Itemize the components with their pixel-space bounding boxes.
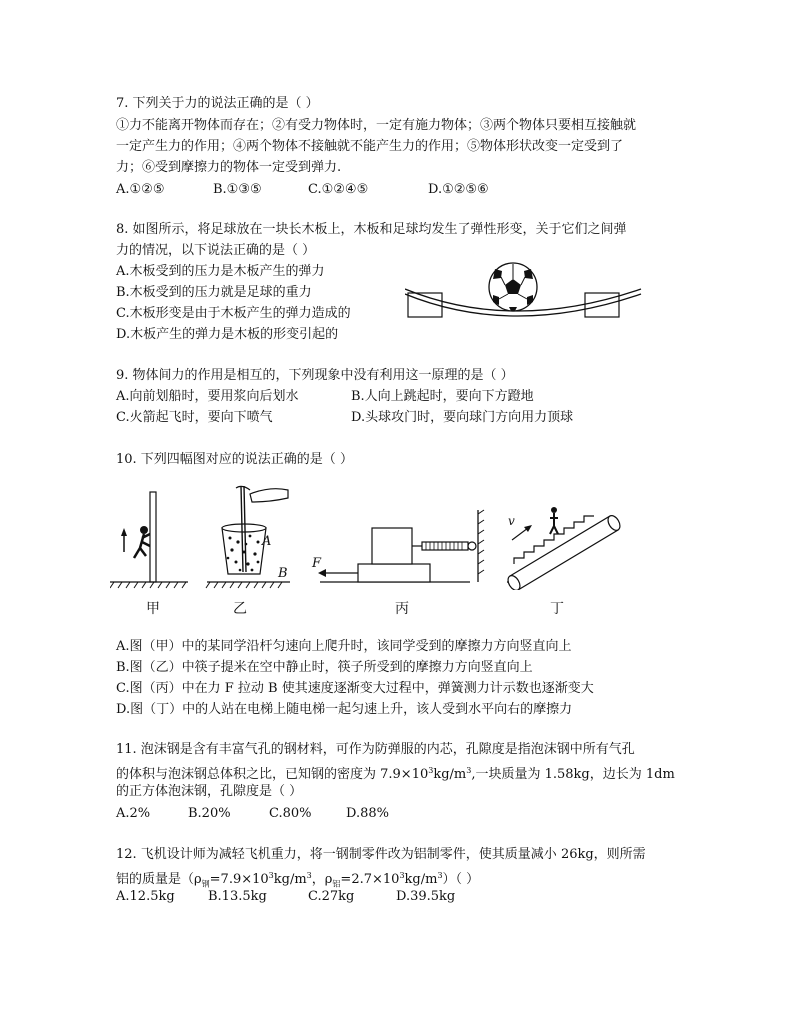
q11-option-b: B.20% — [188, 806, 231, 821]
q10-option-b: B.图（乙）中筷子提米在空中静止时，筷子所受到的摩擦力方向竖直向上 — [116, 660, 533, 675]
q7-option-a: A.①②⑤ — [116, 182, 165, 197]
block-b-label: B — [278, 566, 288, 581]
q11-line-3: 的正方体泡沫钢，孔隙度是（ ） — [116, 784, 303, 799]
q12-line-1: 12. 飞机设计师为减轻飞机重力，将一钢制零件改为铝制零件，使其质量减小 26kg，则所需 — [116, 847, 646, 862]
q12-option-b: B.13.5kg — [208, 889, 267, 904]
q8-option-d: D.木板产生的弹力是木板的形变引起的 — [116, 327, 339, 342]
figure-ding-escalator — [506, 507, 623, 590]
q10-stem: 10. 下列四幅图对应的说法正确的是（ ） — [116, 452, 353, 467]
football-on-board-figure — [405, 255, 645, 321]
q8-stem-line-2: 力的情况，以下说法正确的是（ ） — [116, 243, 316, 258]
q8-option-b: B.木板受到的压力就是足球的重力 — [116, 285, 312, 300]
q11-option-a: A.2% — [116, 806, 151, 821]
figure-label-yi: 乙 — [233, 601, 247, 617]
q12-option-a: A.12.5kg — [116, 889, 175, 904]
q7-body-line-1: ①力不能离开物体而存在；②有受力物体时，一定有施力物体；③两个物体只要相互接触就 — [116, 118, 637, 133]
q11-option-c: C.80% — [269, 806, 312, 821]
q11-option-d: D.88% — [346, 806, 389, 821]
force-f-label: F — [312, 556, 322, 571]
q9-option-d: D.头球攻门时，要向球门方向用力顶球 — [351, 410, 574, 425]
q8-option-a: A.木板受到的压力是木板产生的弹力 — [116, 264, 325, 279]
q7-option-b: B.①③⑤ — [213, 182, 262, 197]
q7-body-line-3: 力；⑥受到摩擦力的物体一定受到弹力. — [116, 160, 342, 175]
q10-option-a: A.图（甲）中的某同学沿杆匀速向上爬升时，该同学受到的摩擦力方向竖直向上 — [116, 639, 572, 654]
q9-stem: 9. 物体间力的作用是相互的，下列现象中没有利用这一原理的是（ ） — [116, 368, 514, 383]
q11-line-2: 的体积与泡沫钢总体积之比，已知钢的密度为 $7.9\times 10^3kg/m^3$,一块质量为 1.58kg，边长为 1dm — [116, 766, 675, 782]
q7-body-line-2: 一定产生力的作用；④两个物体不接触就不能产生力的作用；⑤物体形状改变一定受到了 — [116, 139, 624, 154]
figure-label-jia: 甲 — [146, 601, 160, 617]
football-icon — [489, 263, 537, 311]
q9-option-b: B.人向上跳起时，要向下方蹬地 — [351, 389, 534, 404]
q10-option-c: C.图（丙）中在力 F 拉动 B 使其速度逐渐变大过程中，弹簧测力计示数也逐渐变大 — [116, 681, 594, 696]
q8-stem-line-1: 8. 如图所示，将足球放在一块长木板上，木板和足球均发生了弹性形变，关于它们之间弹 — [116, 222, 627, 237]
velocity-v-label: v — [508, 514, 515, 528]
q10-option-d: D.图（丁）中的人站在电梯上随电梯一起匀速上升，该人受到水平向右的摩擦力 — [116, 702, 573, 717]
figure-jia-pole-climber — [110, 492, 188, 588]
block-a-label: A — [262, 534, 272, 549]
q8-option-c: C.木板形变是由于木板产生的弹力造成的 — [116, 306, 351, 321]
figure-label-bing: 丙 — [395, 601, 409, 617]
q12-line-2: 铝的质量是（$\rho_钢=7.9\times 10^3kg/m^3$，$\rho_铝=2.7\times 10^3kg/m^3$）（ ） — [116, 871, 480, 889]
q11-line-1: 11. 泡沫钢是含有丰富气孔的钢材料，可作为防弹服的内芯，孔隙度是指泡沫钢中所有气孔 — [116, 742, 635, 757]
q9-option-c: C.火箭起飞时，要向下喷气 — [116, 410, 273, 425]
q7-option-d: D.①②⑤⑥ — [428, 182, 489, 197]
figure-bing-blocks-spring-scale — [318, 510, 484, 582]
q7-option-c: C.①②④⑤ — [308, 182, 369, 197]
q10-figures — [110, 480, 630, 590]
q7-stem: 7. 下列关于力的说法正确的是（ ） — [116, 96, 319, 111]
figure-label-ding: 丁 — [550, 601, 564, 617]
q12-option-c: C.27kg — [308, 889, 355, 904]
q12-option-d: D.39.5kg — [396, 889, 456, 904]
q9-option-a: A.向前划船时，要用浆向后划水 — [116, 389, 299, 404]
